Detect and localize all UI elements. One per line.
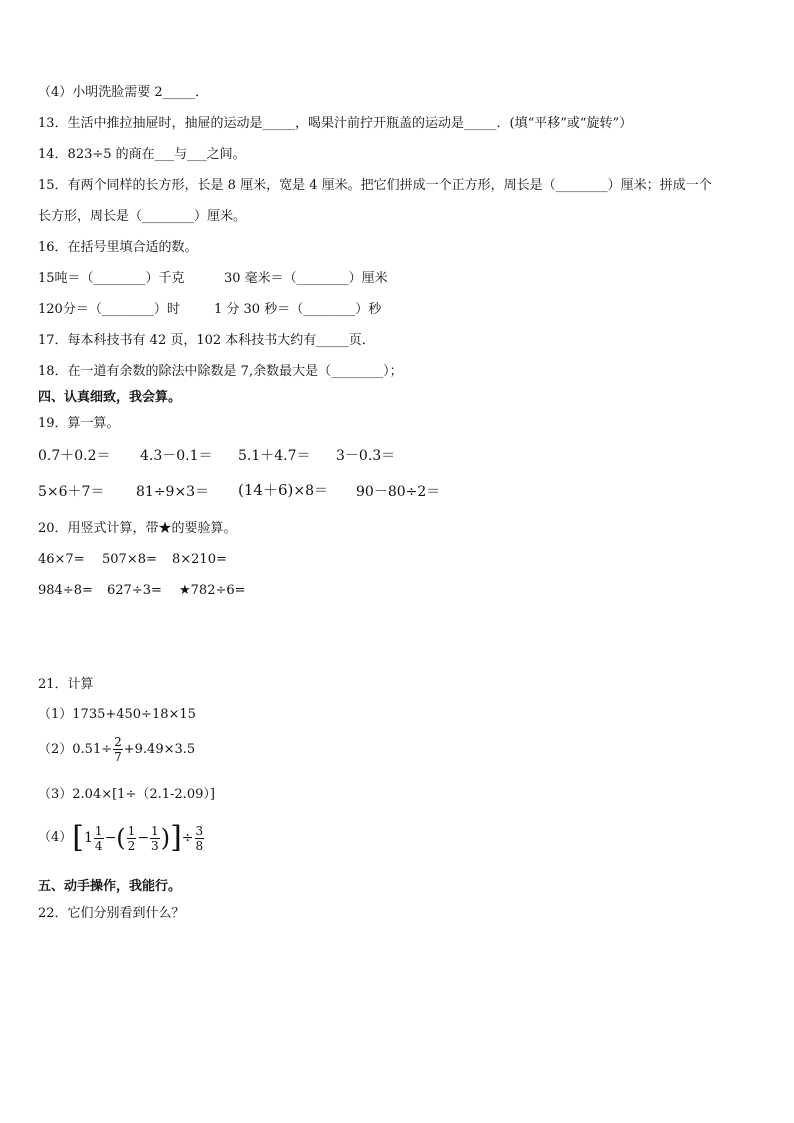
q21-2-fraction (113, 735, 123, 764)
question-16-item-1: 15吨＝（________）千克 (38, 271, 185, 286)
calc-19-r2-3-rest: ×8＝ (293, 483, 328, 499)
question-22: 22．它们分别看到什么？ (38, 906, 185, 921)
question-16: 16．在括号里填合适的数。 (38, 240, 198, 255)
question-21-1: （1）1735+450÷18×15 (38, 707, 196, 722)
question-15-line-2: 长方形，周长是（________）厘米。 (38, 209, 247, 224)
left-paren-icon: ( (116, 824, 126, 852)
question-13: 13．生活中推拉抽屉时，抽屉的运动是_____，喝果汁前拧开瓶盖的运动是_____．(填“平移”或“旋转”） (38, 116, 633, 131)
question-19: 19．算一算。 (38, 416, 120, 431)
calc-19-r2-1: 5×6＋7＝ (38, 484, 105, 500)
q21-4-minus-1: − (104, 830, 117, 846)
q21-4-f4-den: 8 (195, 838, 204, 853)
q21-4-f3-den: 3 (151, 838, 159, 853)
q21-4-whole: 1 (84, 830, 93, 846)
calc-20-r2-1: 984÷8= (38, 583, 93, 598)
calc-20-r1-3: 8×210= (172, 552, 227, 567)
question-21-2 (38, 735, 195, 764)
question-20: 20．用竖式计算，带★的要验算。 (38, 521, 237, 536)
question-16-item-3: 120分＝（________）时 (38, 302, 180, 317)
question-12-4: （4）小明洗脸需要 2_____． (38, 85, 209, 100)
q21-4-f2-den: 2 (127, 838, 136, 853)
question-21: 21．计算 (38, 677, 94, 692)
calc-19-r2-3-paren: (14＋6) (238, 481, 294, 499)
q21-2-prefix: （2）0.51÷ (38, 741, 113, 757)
q21-4-f3-num: 1 (151, 823, 159, 838)
calc-20-r1-1: 46×7= (38, 552, 85, 567)
question-17: 17．每本科技书有 42 页，102 本科技书大约有_____页． (38, 333, 375, 348)
calc-20-r2-2: 627÷3= (107, 583, 162, 598)
section-5-heading: 五、动手操作，我能行。 (38, 879, 182, 894)
section-4-heading: 四、认真细致，我会算。 (38, 390, 182, 405)
calc-19-r1-3: 5.1＋4.7＝ (238, 448, 311, 464)
question-21-4 (38, 820, 205, 855)
q21-4-f1-den: 4 (94, 838, 103, 853)
q21-4-f1-num: 1 (94, 823, 103, 838)
calc-19-r2-4: 90－80÷2＝ (356, 484, 441, 500)
calc-19-r2-3 (238, 481, 328, 500)
q21-2-suffix: +9.49×3.5 (123, 741, 196, 757)
left-bracket-icon: [ (72, 820, 84, 855)
q21-4-prefix: （4） (38, 830, 73, 845)
question-15-line-1: 15．有两个同样的长方形，长是 8 厘米，宽是 4 厘米。把它们拼成一个正方形，周长是（________）厘米；拼成一个 (38, 178, 712, 193)
question-18: 18．在一道有余数的除法中除数是 7,余数最大是（________）； (38, 364, 403, 379)
q21-2-numerator: 2 (114, 735, 122, 749)
right-paren-icon: ) (160, 824, 171, 852)
q21-4-f2-num: 1 (127, 823, 136, 838)
right-bracket-icon: ] (170, 820, 182, 855)
calc-19-r1-1: 0.7＋0.2＝ (38, 448, 111, 464)
q21-4-divide: ÷ (181, 830, 194, 846)
q21-4-fraction-1 (94, 824, 104, 853)
q21-4-minus-2: − (137, 830, 150, 846)
q21-4-fraction-4 (195, 824, 205, 853)
question-21-3: （3）2.04×[1÷（2.1-2.09）] (38, 787, 215, 802)
q21-4-f4-num: 3 (195, 823, 204, 838)
calc-20-r1-2: 507×8= (102, 552, 157, 567)
calc-19-r2-2: 81÷9×3＝ (136, 484, 210, 500)
question-14: 14．823÷5 的商在___与___之间。 (38, 147, 246, 162)
question-16-item-2: 30 毫米＝（________）厘米 (224, 271, 388, 286)
q21-4-fraction-3 (150, 824, 160, 853)
q21-4-fraction-2 (127, 824, 137, 853)
calc-20-r2-3: ★782÷6= (179, 583, 246, 598)
calc-19-r1-4: 3－0.3＝ (336, 448, 396, 464)
calc-19-r1-2: 4.3－0.1＝ (140, 448, 213, 464)
q21-2-denominator: 7 (114, 750, 122, 764)
question-16-item-4: 1 分 30 秒＝（________）秒 (214, 302, 382, 317)
